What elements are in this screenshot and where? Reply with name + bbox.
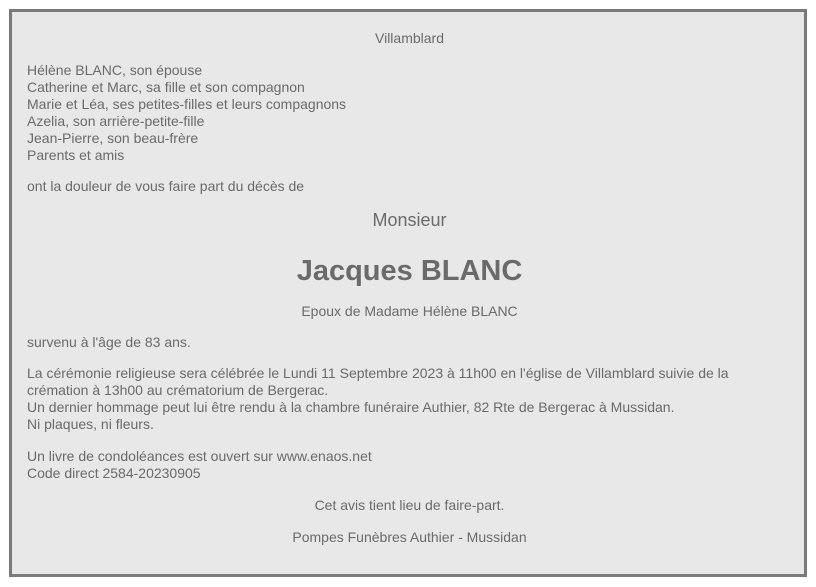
- family-member: Jean-Pierre, son beau-frère: [27, 130, 199, 146]
- spouse-line: Epoux de Madame Hélène BLANC: [301, 303, 518, 319]
- funeral-home: Pompes Funèbres Authier - Mussidan: [292, 529, 527, 545]
- family-member: Hélène BLANC, son épouse: [27, 62, 203, 78]
- tribute-text: Un dernier hommage peut lui être rendu à la chambre funéraire Authier, 82 Rte de Bergerac à Mussidan.: [27, 399, 675, 415]
- family-member: Catherine et Marc, sa fille et son compagnon: [27, 79, 305, 95]
- family-list: [27, 62, 792, 164]
- condolences: [27, 448, 792, 482]
- age-line: survenu à l'âge de 83 ans.: [27, 334, 191, 350]
- notice-content: [27, 28, 792, 546]
- ceremony-text: La cérémonie religieuse sera célébrée le Lundi 11 Septembre 2023 à 11h00 en l'église de Villamblard suivie de la crémation à 13h00 au crématorium de Bergerac.: [27, 365, 729, 398]
- ceremony-details: [27, 365, 792, 433]
- notice-text: Cet avis tient lieu de faire-part.: [314, 497, 505, 513]
- deceased-name: Jacques BLANC: [296, 255, 523, 287]
- flowers-text: Ni plaques, ni fleurs.: [27, 416, 154, 432]
- family-member: Azelia, son arrière-petite-fille: [27, 113, 205, 129]
- family-member: Parents et amis: [27, 147, 125, 163]
- intro-text: ont la douleur de vous faire part du décès de: [27, 178, 305, 194]
- obituary-notice: [9, 9, 807, 577]
- condolences-text: Un livre de condoléances est ouvert sur www.enaos.net: [27, 448, 372, 464]
- place: Villamblard: [375, 30, 444, 46]
- direct-code: Code direct 2584-20230905: [27, 465, 201, 481]
- deceased-title: Monsieur: [372, 210, 447, 230]
- family-member: Marie et Léa, ses petites-filles et leurs compagnons: [27, 96, 347, 112]
